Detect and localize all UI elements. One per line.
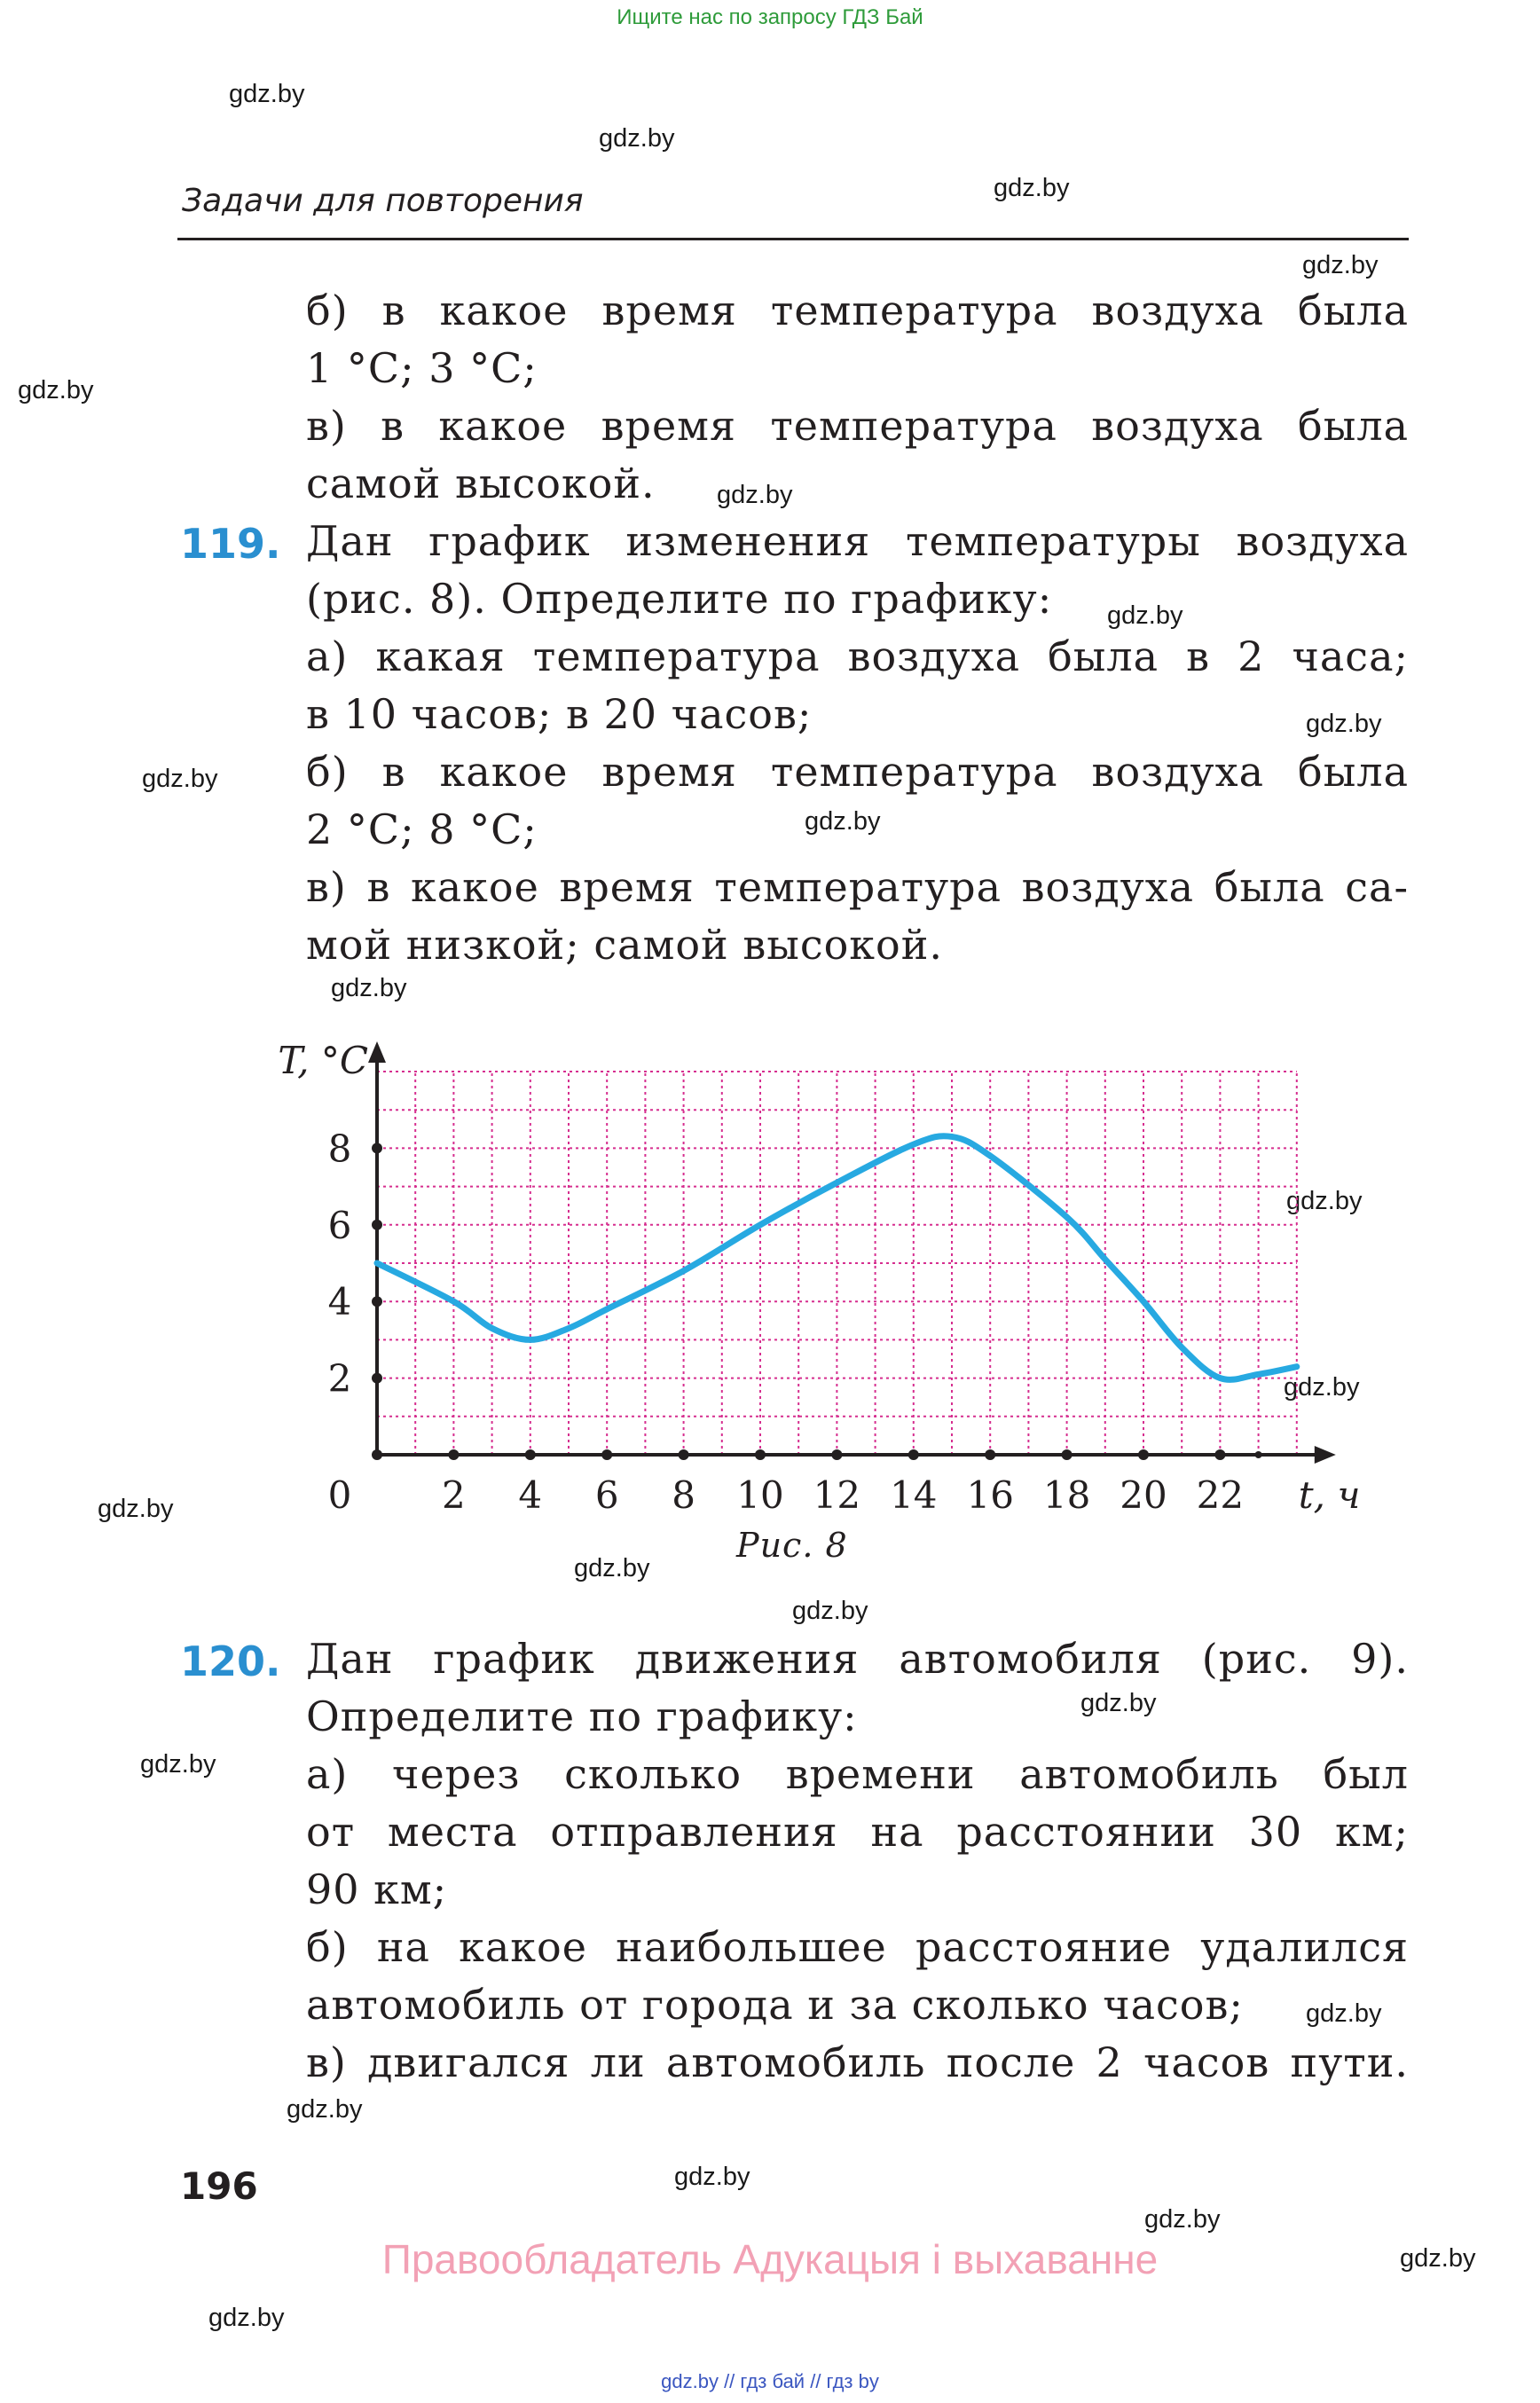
x-tick-dot — [679, 1449, 689, 1460]
watermark: gdz.by — [140, 1750, 216, 1779]
x-tick-dot — [601, 1449, 612, 1460]
watermark: gdz.by — [1306, 1999, 1382, 2028]
text-line: от места отправления на расстоянии 30 км; — [306, 1808, 1409, 1856]
x-axis-label: t, ч — [1298, 1473, 1361, 1517]
text-line: мой низкой; самой высокой. — [306, 921, 944, 969]
y-tick-label: 2 — [327, 1356, 352, 1401]
watermark: gdz.by — [574, 1554, 650, 1582]
footer-links: gdz.by // гдз бай // гдз by — [661, 2370, 879, 2392]
watermark: gdz.by — [674, 2163, 750, 2191]
page-number: 196 — [180, 2164, 258, 2208]
text-line: Дан график движения автомобиля (рис. 9). — [306, 1635, 1409, 1683]
watermark: gdz.by — [1080, 1689, 1157, 1717]
x-tick-dot — [908, 1449, 919, 1460]
y-axis-arrow — [368, 1041, 386, 1063]
x-tick-label: 12 — [813, 1473, 861, 1517]
problem-120-text — [306, 1630, 1409, 2092]
watermark: gdz.by — [142, 765, 218, 793]
text-line: Дан график изменения температуры воздуха — [306, 517, 1409, 565]
x-tick-dot — [448, 1449, 459, 1460]
text-line: автомобиль от города и за сколько часов; — [306, 1981, 1244, 2029]
x-tick-label: 16 — [966, 1473, 1014, 1517]
x-tick-dot — [1214, 1449, 1225, 1460]
temperature-curve — [377, 1136, 1297, 1380]
x-tick-label: 20 — [1120, 1473, 1167, 1517]
rights-holder-note: Правообладатель Адукацыя і выхаванне — [381, 2236, 1159, 2282]
top-banner: Ищите нас по запросу ГДЗ Бай — [617, 5, 923, 29]
continued-problem — [306, 282, 1409, 513]
text-line: 1 °С; 3 °С; — [306, 344, 538, 392]
text-line: (рис. 8). Определите по графику: — [306, 575, 1053, 623]
x-tick-label: 8 — [672, 1473, 695, 1517]
x-tick-label: 6 — [594, 1473, 619, 1517]
watermark: gdz.by — [98, 1495, 174, 1523]
problem-119-text — [306, 513, 1409, 974]
x-tick-dot — [372, 1449, 382, 1460]
watermark: gdz.by — [717, 481, 793, 509]
problem-number-120: 120. — [180, 1637, 281, 1685]
y-tick-dot — [372, 1373, 382, 1384]
watermark: gdz.by — [599, 124, 675, 153]
text-line: а) какая температура воздуха была в 2 часа; — [306, 632, 1409, 680]
x-tick-label: 18 — [1042, 1473, 1091, 1517]
watermark: gdz.by — [18, 376, 94, 404]
y-tick-dot — [372, 1296, 382, 1307]
text-line: б) на какое наибольшее расстояние удалился — [306, 1923, 1409, 1971]
y-tick-dot — [372, 1143, 382, 1153]
x-axis-arrow — [1315, 1446, 1336, 1464]
watermark: gdz.by — [1144, 2205, 1221, 2234]
x-tick-label: 4 — [518, 1473, 543, 1517]
x-tick-label: 10 — [736, 1473, 784, 1517]
x-tick-dot — [1062, 1449, 1072, 1460]
text-line: самой высокой. — [306, 459, 656, 507]
x-tick-dot — [985, 1449, 995, 1460]
watermark: gdz.by — [1302, 251, 1379, 279]
text-line: в) двигался ли автомобиль после 2 часов пути. — [306, 2038, 1409, 2086]
x-tick-label: 14 — [890, 1473, 938, 1517]
watermark: gdz.by — [994, 174, 1070, 202]
watermark: gdz.by — [208, 2304, 285, 2332]
temperature-chart — [240, 1011, 1361, 1517]
watermark: gdz.by — [792, 1597, 868, 1625]
text-line: в 10 часов; в 20 часов; — [306, 690, 813, 738]
text-line: 90 км; — [306, 1865, 448, 1913]
watermark: gdz.by — [1284, 1373, 1360, 1402]
problem-number-119: 119. — [180, 520, 281, 568]
x-tick-dot — [831, 1449, 842, 1460]
x-tick-dot — [1138, 1449, 1149, 1460]
text-line: в) в какое время температура воздуха была — [306, 402, 1409, 450]
y-tick-label: 8 — [327, 1127, 352, 1171]
text-line: а) через сколько времени автомобиль был — [306, 1750, 1409, 1798]
text-line: б) в какое время температура воздуха была — [306, 748, 1409, 796]
text-line: Определите по графику: — [306, 1692, 858, 1740]
text-line: 2 °С; 8 °С; — [306, 805, 538, 853]
y-tick-dot — [372, 1220, 382, 1230]
y-tick-label: 6 — [327, 1203, 352, 1247]
header-rule — [177, 238, 1409, 240]
origin-label: 0 — [327, 1473, 352, 1517]
figure-caption: Рис. 8 — [736, 1526, 848, 1565]
text-line: б) в какое время температура воздуха была — [306, 287, 1409, 334]
x-tick-label: 2 — [442, 1473, 466, 1517]
x-tick-label: 22 — [1196, 1473, 1245, 1517]
watermark: gdz.by — [229, 80, 305, 108]
watermark: gdz.by — [805, 807, 881, 836]
watermark: gdz.by — [287, 2095, 363, 2124]
watermark: gdz.by — [1286, 1187, 1363, 1215]
watermark: gdz.by — [331, 974, 407, 1002]
y-axis-label: T, °С — [278, 1039, 368, 1082]
watermark: gdz.by — [1107, 601, 1183, 630]
x-tick-dot — [755, 1449, 766, 1460]
watermark: gdz.by — [1306, 710, 1382, 738]
x-tick-dot — [1255, 1451, 1262, 1458]
x-tick-dot — [525, 1449, 536, 1460]
running-head: Задачи для повторения — [182, 183, 584, 219]
y-tick-label: 4 — [327, 1280, 352, 1324]
watermark: gdz.by — [1400, 2244, 1476, 2273]
text-line: в) в какое время температура воздуха была са- — [306, 863, 1409, 911]
